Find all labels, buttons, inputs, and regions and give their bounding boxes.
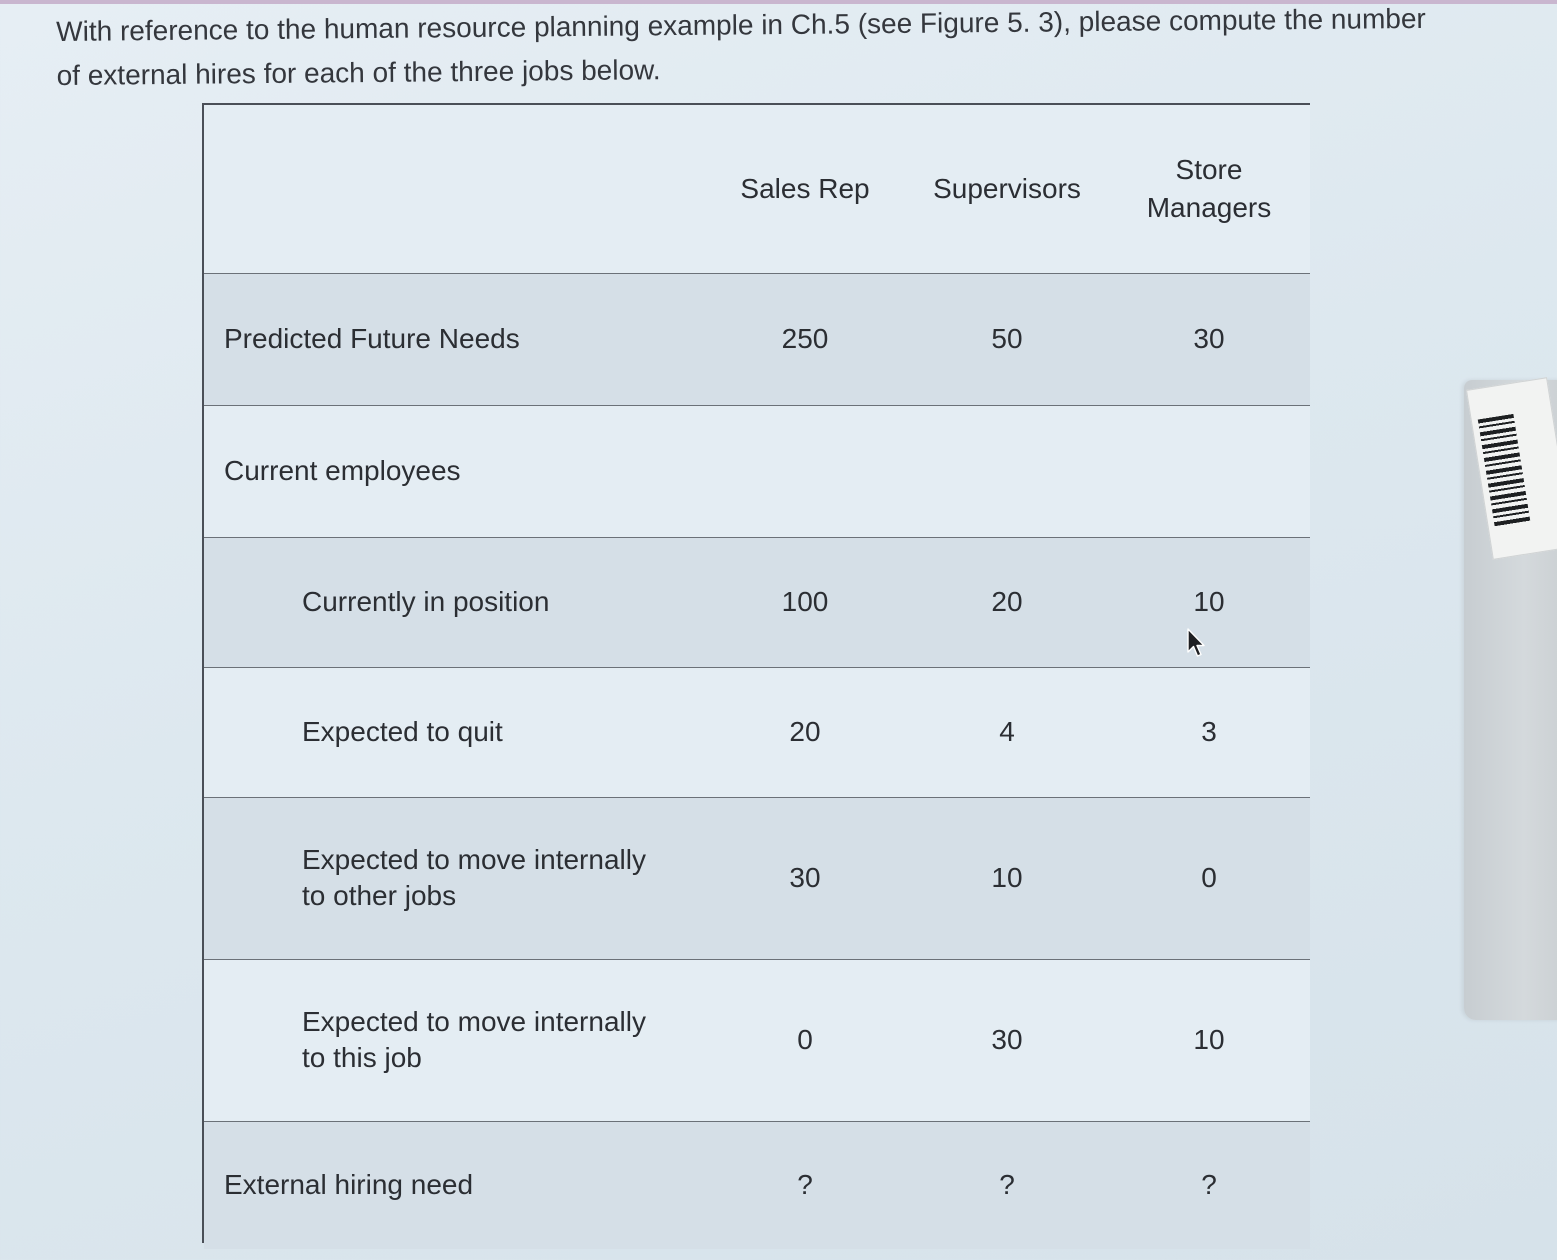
table-row-move-to-this-job — [204, 959, 1310, 1121]
row-label-move-to-this-job — [204, 959, 704, 1121]
question-line-1: With reference to the human resource planning example in Ch.5 (see Figure 5. 3), please compute the number — [56, 2, 1426, 47]
row-label-external-hiring-need: External hiring need — [204, 1121, 704, 1249]
header-store-managers — [1108, 105, 1310, 273]
row-label-expected-to-quit: Expected to quit — [204, 667, 704, 797]
row-label-move-to-other-jobs-line-2: to other jobs — [302, 880, 457, 911]
header-empty-cell — [204, 105, 704, 273]
header-sales-rep: Sales Rep — [704, 105, 906, 273]
cell-pfn-sales-rep: 250 — [704, 273, 906, 405]
cell-cip-store-managers: 10 — [1108, 537, 1310, 667]
row-label-move-to-other-jobs — [204, 797, 704, 959]
cell-cip-sales-rep: 100 — [704, 537, 906, 667]
cell-mo-supervisors: 10 — [906, 797, 1108, 959]
cell-cip-supervisors: 20 — [906, 537, 1108, 667]
table-row-expected-to-quit — [204, 667, 1310, 797]
cell-ext-supervisors: ? — [906, 1121, 1108, 1249]
question-text — [56, 0, 1457, 98]
cell-ext-sales-rep: ? — [704, 1121, 906, 1249]
cell-pfn-supervisors: 50 — [906, 273, 1108, 405]
hr-table — [204, 105, 1310, 1249]
barcode-icon — [1478, 414, 1531, 528]
row-label-move-to-other-jobs-line-1: Expected to move internally — [302, 844, 646, 875]
cell-empty — [1108, 405, 1310, 537]
cell-ext-store-managers: ? — [1108, 1121, 1310, 1249]
cell-empty — [704, 405, 906, 537]
cell-etq-supervisors: 4 — [906, 667, 1108, 797]
mouse-pointer-icon — [1186, 628, 1206, 658]
table-row-external-hiring-need — [204, 1121, 1310, 1249]
row-label-predicted-future-needs: Predicted Future Needs — [204, 273, 704, 405]
cell-mt-store-managers: 10 — [1108, 959, 1310, 1121]
table-row-move-to-other-jobs — [204, 797, 1310, 959]
header-store-managers-line-2: Managers — [1146, 191, 1272, 223]
question-line-2: of external hires for each of the three jobs below. — [56, 54, 661, 91]
header-store-managers-line-1: Store — [1175, 153, 1243, 185]
cell-etq-store-managers: 3 — [1108, 667, 1310, 797]
table-row-currently-in-position — [204, 537, 1310, 667]
cell-etq-sales-rep: 20 — [704, 667, 906, 797]
table-row-current-employees — [204, 405, 1310, 537]
row-label-current-employees: Current employees — [204, 405, 704, 537]
row-label-move-to-this-job-line-1: Expected to move internally — [302, 1006, 646, 1037]
cell-mo-store-managers: 0 — [1108, 797, 1310, 959]
cell-mt-sales-rep: 0 — [704, 959, 906, 1121]
cell-pfn-store-managers: 30 — [1108, 273, 1310, 405]
hr-planning-table — [202, 103, 1310, 1243]
cell-mo-sales-rep: 30 — [704, 797, 906, 959]
cell-mt-supervisors: 30 — [906, 959, 1108, 1121]
row-label-currently-in-position: Currently in position — [204, 537, 704, 667]
table-header-row — [204, 105, 1310, 273]
row-label-move-to-this-job-line-2: to this job — [302, 1042, 422, 1073]
table-row-predicted-future-needs — [204, 273, 1310, 405]
header-supervisors: Supervisors — [906, 105, 1108, 273]
cell-empty — [906, 405, 1108, 537]
